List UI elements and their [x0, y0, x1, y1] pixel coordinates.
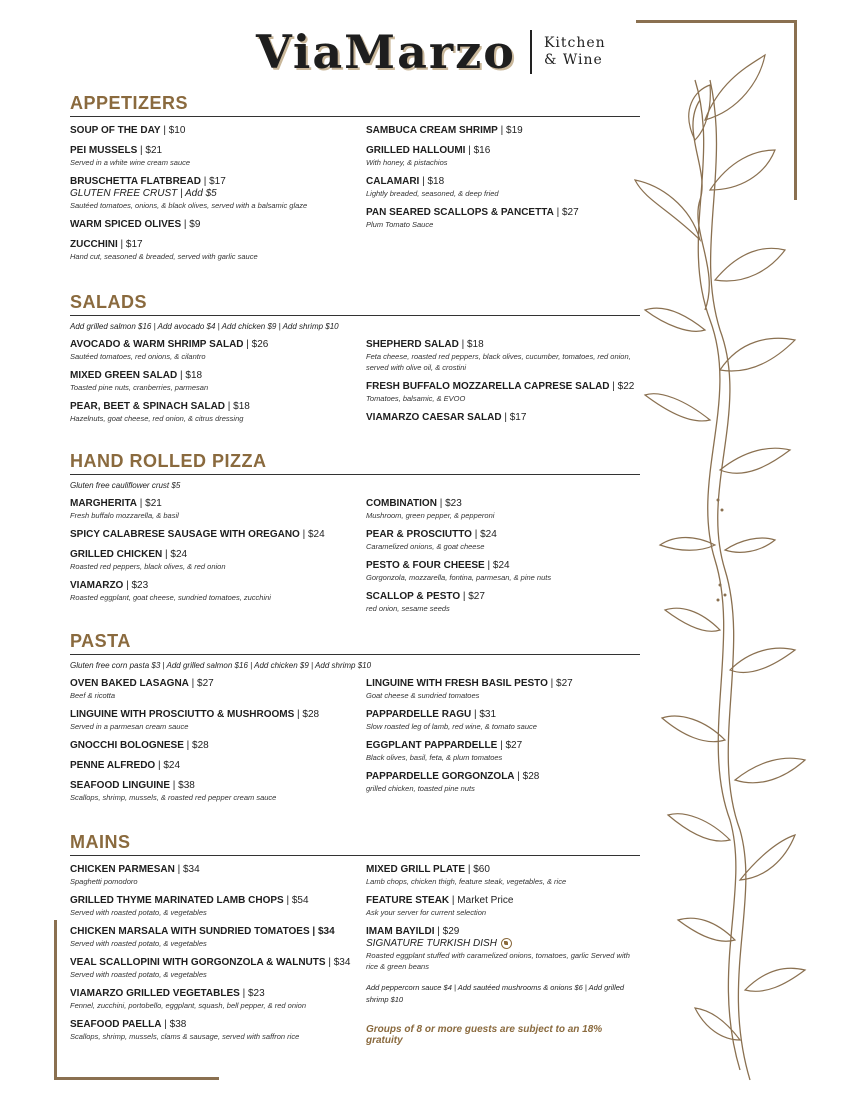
menu-item	[366, 590, 640, 614]
menu-item-line	[70, 739, 366, 752]
menu-item-description: Spaghetti pomodoro	[70, 877, 138, 886]
menu-item-price: | $27	[188, 678, 214, 689]
menu-item	[366, 144, 640, 168]
menu-columns	[70, 497, 640, 621]
menu-item-name: CALAMARI	[366, 176, 420, 187]
menu-item-name: FEATURE STEAK	[366, 895, 450, 906]
pasta-section	[70, 631, 640, 810]
menu-item	[70, 548, 366, 572]
menu-item-price: | $24	[484, 560, 510, 571]
menu-item-line	[70, 759, 366, 772]
menu-item-line	[70, 779, 366, 792]
menu-item	[366, 497, 640, 521]
menu-item-price: | $24	[299, 529, 325, 540]
menu-item-description: Hazelnuts, goat cheese, red onion, & citrus dressing	[70, 414, 244, 423]
menu-item	[70, 579, 366, 603]
salads-section	[70, 292, 640, 431]
menu-item-name: PENNE ALFREDO	[70, 760, 156, 771]
menu-item	[366, 559, 640, 583]
section-title: PASTA	[70, 631, 640, 655]
menu-item-description: Lamb chops, chicken thigh, feature steak, vegetables, & rice	[366, 877, 567, 886]
menu-item-line	[70, 124, 366, 137]
menu-item-description: Toasted pine nuts, cranberries, parmesan	[70, 383, 209, 392]
menu-item-line	[366, 497, 640, 510]
menu-item-name: GRILLED HALLOUMI	[366, 145, 466, 156]
menu-item-name: PEAR & PROSCIUTTO	[366, 529, 472, 540]
menu-item-description: Sautéed tomatoes, red onions, & cilantro	[70, 352, 206, 361]
menu-item	[70, 124, 366, 137]
menu-item-description: Mushroom, green pepper, & pepperoni	[366, 511, 495, 520]
menu-item-line	[70, 956, 366, 969]
menu-item-name: SEAFOOD LINGUINE	[70, 780, 171, 791]
menu-item-line	[70, 369, 366, 382]
menu-item-description: Roasted eggplant stuffed with caramelized onions, tomatoes, garlic Served with rice & green beans	[366, 951, 630, 972]
menu-item-name: VIAMARZO CAESAR SALAD	[366, 412, 502, 423]
menu-item-line	[70, 175, 366, 188]
menu-item-price: | $28	[183, 740, 209, 751]
menu-item-name: OVEN BAKED LASAGNA	[70, 678, 189, 689]
menu-item	[70, 925, 366, 949]
section-title: MAINS	[70, 832, 640, 856]
menu-item-description: Beef & ricotta	[70, 691, 116, 700]
menu-item-name: VIAMARZO GRILLED VEGETABLES	[70, 988, 240, 999]
menu-item-line	[70, 218, 366, 231]
menu-item	[70, 759, 366, 772]
menu-item-line	[366, 124, 640, 137]
section-note: Gluten free cauliflower crust $5	[70, 481, 181, 490]
menu-item-subtitle	[366, 938, 640, 950]
menu-item-price: | $34	[174, 864, 200, 875]
menu-columns	[70, 677, 640, 810]
menu-item-name: SHEPHERD SALAD	[366, 339, 459, 350]
menu-item	[366, 411, 640, 424]
menu-item-description: Roasted red peppers, black olives, & red onion	[70, 562, 226, 571]
menu-item-description: Gorgonzola, mozzarella, fontina, parmesan, & pine nuts	[366, 573, 552, 582]
menu-item-price: | $21	[137, 145, 163, 156]
menu-item	[70, 238, 366, 262]
frame-bottom-border	[54, 1077, 219, 1080]
menu-item	[70, 677, 366, 701]
menu-item-name: PEAR, BEET & SPINACH SALAD	[70, 401, 226, 412]
menu-column-right	[366, 497, 640, 621]
leaf-icon	[501, 938, 512, 949]
menu-item-name: SCALLOP & PESTO	[366, 591, 461, 602]
menu-item-line	[70, 1018, 366, 1031]
menu-item	[70, 708, 366, 732]
menu-item-price: | $28	[294, 709, 320, 720]
menu-item-description: Feta cheese, roasted red peppers, black olives, cucumber, tomatoes, red onion, served with olive oil, & crostini	[366, 352, 631, 372]
menu-item-name: AVOCADO & WARM SHRIMP SALAD	[70, 339, 244, 350]
menu-item-description: Ask your server for current selection	[366, 908, 487, 917]
menu-item	[366, 863, 640, 887]
menu-item-price: | $17	[501, 412, 527, 423]
menu-item-line	[70, 400, 366, 413]
menu-item	[70, 863, 366, 887]
menu-item-price: | $24	[155, 760, 181, 771]
menu-item	[366, 206, 640, 230]
menu-item	[366, 677, 640, 701]
menu-item-line	[366, 338, 640, 351]
menu-item-line	[366, 175, 640, 188]
menu-item-description: Sautéed tomatoes, onions, & black olives, served with a balsamic glaze	[70, 201, 308, 210]
menu-item-name: PESTO & FOUR CHEESE	[366, 560, 485, 571]
menu-item-line	[366, 380, 640, 393]
menu-item-price: | $18	[225, 401, 250, 412]
menu-item-price: | $16	[465, 145, 491, 156]
menu-item	[70, 218, 366, 231]
menu-item-name: EGGPLANT PAPPARDELLE	[366, 740, 498, 751]
menu-item-line	[70, 528, 366, 541]
menu-item	[366, 380, 640, 404]
menu-item-description: Plum Tomato Sauce	[366, 220, 434, 229]
menu-column-left	[70, 338, 366, 431]
menu-item	[366, 175, 640, 199]
menu-item-line	[70, 238, 366, 251]
menu-item-line	[70, 548, 366, 561]
menu-item-description: Served in a parmesan cream sauce	[70, 722, 189, 731]
menu-item-price: | $18	[458, 339, 484, 350]
menu-item-description: Slow roasted leg of lamb, red wine, & tomato sauce	[366, 722, 537, 731]
section-note: Gluten free corn pasta $3 | Add grilled salmon $16 | Add chicken $9 | Add shrimp $10	[70, 661, 372, 670]
menu-item-name: MIXED GREEN SALAD	[70, 370, 178, 381]
menu-item-description: Black olives, basil, feta, & plum tomatoes	[366, 753, 503, 762]
section-note: Add grilled salmon $16 | Add avocado $4 | Add chicken $9 | Add shrimp $10	[70, 322, 339, 331]
menu-column-left	[70, 863, 366, 1049]
menu-item-price: | $17	[117, 239, 143, 250]
menu-item-name: PAPPARDELLE GORGONZOLA	[366, 771, 515, 782]
menu-column-left	[70, 124, 366, 269]
menu-item	[70, 497, 366, 521]
menu-item-name: PEI MUSSELS	[70, 145, 138, 156]
menu-column-left	[70, 677, 366, 810]
menu-item-price: | $27	[547, 678, 573, 689]
menu-item-line	[70, 338, 366, 351]
menu-item-description: Scallops, shrimp, mussels, clams & sausage, served with saffron rice	[70, 1032, 300, 1041]
menu-column-left	[70, 497, 366, 621]
menu-item-subtitle-text: SIGNATURE TURKISH DISH	[366, 938, 497, 950]
menu-item-description: Served with roasted potato, & vegetables	[70, 970, 207, 979]
menu-item-price: | $34	[325, 957, 351, 968]
menu-item	[70, 144, 366, 168]
menu-item	[70, 1018, 366, 1042]
menu-item-price: | $19	[497, 125, 523, 136]
logo-divider	[530, 30, 532, 74]
menu-item-description: Scallops, shrimp, mussels, & roasted red pepper cream sauce	[70, 793, 277, 802]
tagline-wine: & Wine	[543, 52, 603, 68]
menu-item-line	[366, 590, 640, 603]
menu-item	[366, 894, 640, 918]
restaurant-header	[256, 22, 606, 82]
menu-item-description: Fennel, zucchini, portobello, eggplant, squash, bell pepper, & red onion	[70, 1001, 306, 1010]
menu-item	[70, 739, 366, 752]
menu-item-name: VEAL SCALLOPINI WITH GORGONZOLA & WALNUTS	[70, 957, 326, 968]
menu-item-price: | $60	[465, 864, 490, 875]
menu-column-right	[366, 124, 640, 269]
menu-item-line	[70, 987, 366, 1000]
menu-item-price: | $18	[177, 370, 203, 381]
menu-item-name: LINGUINE WITH PROSCIUTTO & MUSHROOMS	[70, 709, 295, 720]
menu-item-name: VIAMARZO	[70, 580, 124, 591]
menu-item-line	[70, 579, 366, 592]
menu-item	[366, 338, 640, 373]
menu-item	[366, 925, 640, 972]
menu-item-line	[366, 739, 640, 752]
menu-columns	[70, 124, 640, 269]
menu-item-line	[366, 677, 640, 690]
menu-item-line	[366, 528, 640, 541]
menu-item	[366, 708, 640, 732]
menu-item-price: | $38	[161, 1019, 187, 1030]
menu-item-price: | $31	[471, 709, 497, 720]
section-title: APPETIZERS	[70, 93, 640, 117]
menu-item-description: Lightly breaded, seasoned, & deep fried	[366, 189, 499, 198]
menu-item-name: SEAFOOD PAELLA	[70, 1019, 162, 1030]
menu-item-subtitle-text: GLUTEN FREE CRUST | Add $5	[70, 188, 217, 199]
menu-item-price: | $27	[553, 207, 579, 218]
menu-item-subtitle	[70, 188, 366, 200]
menu-item-description: Goat cheese & sundried tomatoes	[366, 691, 480, 700]
gratuity-note: Groups of 8 or more guests are subject to an 18% gratuity	[366, 1024, 603, 1047]
menu-item-description: grilled chicken, toasted pine nuts	[366, 784, 475, 793]
menu-item-description: With honey, & pistachios	[366, 158, 448, 167]
menu-column-right	[366, 863, 640, 1049]
menu-item-line	[70, 894, 366, 907]
menu-item-description: Tomatoes, balsamic, & EVOO	[366, 394, 466, 403]
menu-item-price: | $23	[239, 988, 265, 999]
tagline-kitchen: Kitchen	[543, 35, 606, 51]
menu-item-price: | $10	[160, 125, 186, 136]
menu-item-price: | $21	[137, 498, 162, 509]
menu-item-description: Hand cut, seasoned & breaded, served with garlic sauce	[70, 252, 258, 261]
menu-item-line	[366, 770, 640, 783]
menu-item-line	[70, 925, 366, 938]
menu-item-line	[70, 497, 366, 510]
menu-item-line	[366, 863, 640, 876]
menu-item	[70, 987, 366, 1011]
menu-item-line	[70, 677, 366, 690]
menu-item-price: | $9	[181, 219, 201, 230]
menu-columns	[70, 338, 640, 431]
menu-item-name: ZUCCHINI	[70, 239, 118, 250]
menu-item-name: COMBINATION	[366, 498, 437, 509]
menu-item-price: | $24	[162, 549, 188, 560]
menu-item	[70, 779, 366, 803]
menu-item-name: SPICY CALABRESE SAUSAGE WITH OREGANO	[70, 529, 300, 540]
menu-item-name: CHICKEN MARSALA WITH SUNDRIED TOMATOES | $34	[70, 926, 335, 937]
menu-columns	[70, 863, 640, 1049]
menu-item	[366, 124, 640, 137]
menu-item-name: GNOCCHI BOLOGNESE	[70, 740, 184, 751]
menu-item-name: MIXED GRILL PLATE	[366, 864, 466, 875]
menu-item-name: MARGHERITA	[70, 498, 138, 509]
menu-item-name: PAN SEARED SCALLOPS & PANCETTA	[366, 207, 554, 218]
menu-item-price: | Market Price	[449, 895, 514, 906]
menu-item-description: red onion, sesame seeds	[366, 604, 450, 613]
menu-item-price: | $26	[243, 339, 269, 350]
menu-item-name: GRILLED THYME MARINATED LAMB CHOPS	[70, 895, 284, 906]
restaurant-logo: ViaMarzo	[256, 25, 516, 79]
menu-item	[366, 770, 640, 794]
frame-left-border	[54, 920, 57, 1080]
menu-item-name: WARM SPICED OLIVES	[70, 219, 182, 230]
pizza-section	[70, 451, 640, 621]
menu-item	[70, 400, 366, 424]
frame-top-border	[636, 20, 796, 23]
menu-item	[366, 739, 640, 763]
menu-item	[70, 528, 366, 541]
menu-item	[70, 338, 366, 362]
menu-item	[366, 528, 640, 552]
menu-item-line	[70, 144, 366, 157]
menu-item-line	[366, 708, 640, 721]
menu-item-price: | $18	[419, 176, 445, 187]
menu-item-price: | $27	[460, 591, 485, 602]
menu-item-line	[366, 411, 640, 424]
menu-item	[70, 956, 366, 980]
menu-item-description: Served with roasted potato, & vegetables	[70, 939, 207, 948]
menu-item-line	[366, 894, 640, 907]
section-title: SALADS	[70, 292, 640, 316]
menu-item-price: | $27	[497, 740, 523, 751]
menu-item-name: FRESH BUFFALO MOZZARELLA CAPRESE SALAD	[366, 381, 610, 392]
mains-section	[70, 832, 640, 1049]
menu-item-line	[366, 206, 640, 219]
menu-item-line	[70, 708, 366, 721]
menu-column-right	[366, 338, 640, 431]
menu-item-price: | $54	[283, 895, 309, 906]
menu-item-price: | $24	[471, 529, 497, 540]
menu-item-name: PAPPARDELLE RAGU	[366, 709, 472, 720]
menu-item-price: | $22	[609, 381, 635, 392]
menu-item-name: CHICKEN PARMESAN	[70, 864, 175, 875]
menu-item-price: | $28	[514, 771, 540, 782]
menu-item-line	[366, 559, 640, 572]
menu-item-description: Roasted eggplant, goat cheese, sundried tomatoes, zucchini	[70, 593, 271, 602]
menu-item-line	[366, 144, 640, 157]
appetizers-section	[70, 93, 640, 269]
menu-item	[70, 369, 366, 393]
menu-item-description: Caramelized onions, & goat cheese	[366, 542, 485, 551]
menu-item-line	[70, 863, 366, 876]
menu-column-right	[366, 677, 640, 810]
menu-item-line	[366, 925, 640, 938]
menu-item-price: | $17	[200, 176, 226, 187]
menu-item-price: | $23	[123, 580, 149, 591]
menu-item-description: Served in a white wine cream sauce	[70, 158, 191, 167]
logo-tagline	[544, 35, 606, 69]
section-title: HAND ROLLED PIZZA	[70, 451, 640, 475]
menu-item-name: IMAM BAYILDI	[366, 926, 435, 937]
menu-item-name: GRILLED CHICKEN	[70, 549, 163, 560]
menu-item-description: Fresh buffalo mozzarella, & basil	[70, 511, 179, 520]
menu-item-price: | $23	[436, 498, 462, 509]
add-ons-note: Add peppercorn sauce $4 | Add sautéed mushrooms & onions $6 | Add grilled shrimp $10	[366, 983, 625, 1005]
menu-item-name: BRUSCHETTA FLATBREAD	[70, 176, 201, 187]
menu-item-name: SOUP OF THE DAY	[70, 125, 161, 136]
menu-item-price: | $38	[170, 780, 195, 791]
menu-item-name: LINGUINE WITH FRESH BASIL PESTO	[366, 678, 548, 689]
menu-item	[70, 894, 366, 918]
menu-item-name: SAMBUCA CREAM SHRIMP	[366, 125, 498, 136]
menu-item-description: Served with roasted potato, & vegetables	[70, 908, 207, 917]
menu-item	[70, 175, 366, 211]
menu-item-price: | $29	[434, 926, 460, 937]
